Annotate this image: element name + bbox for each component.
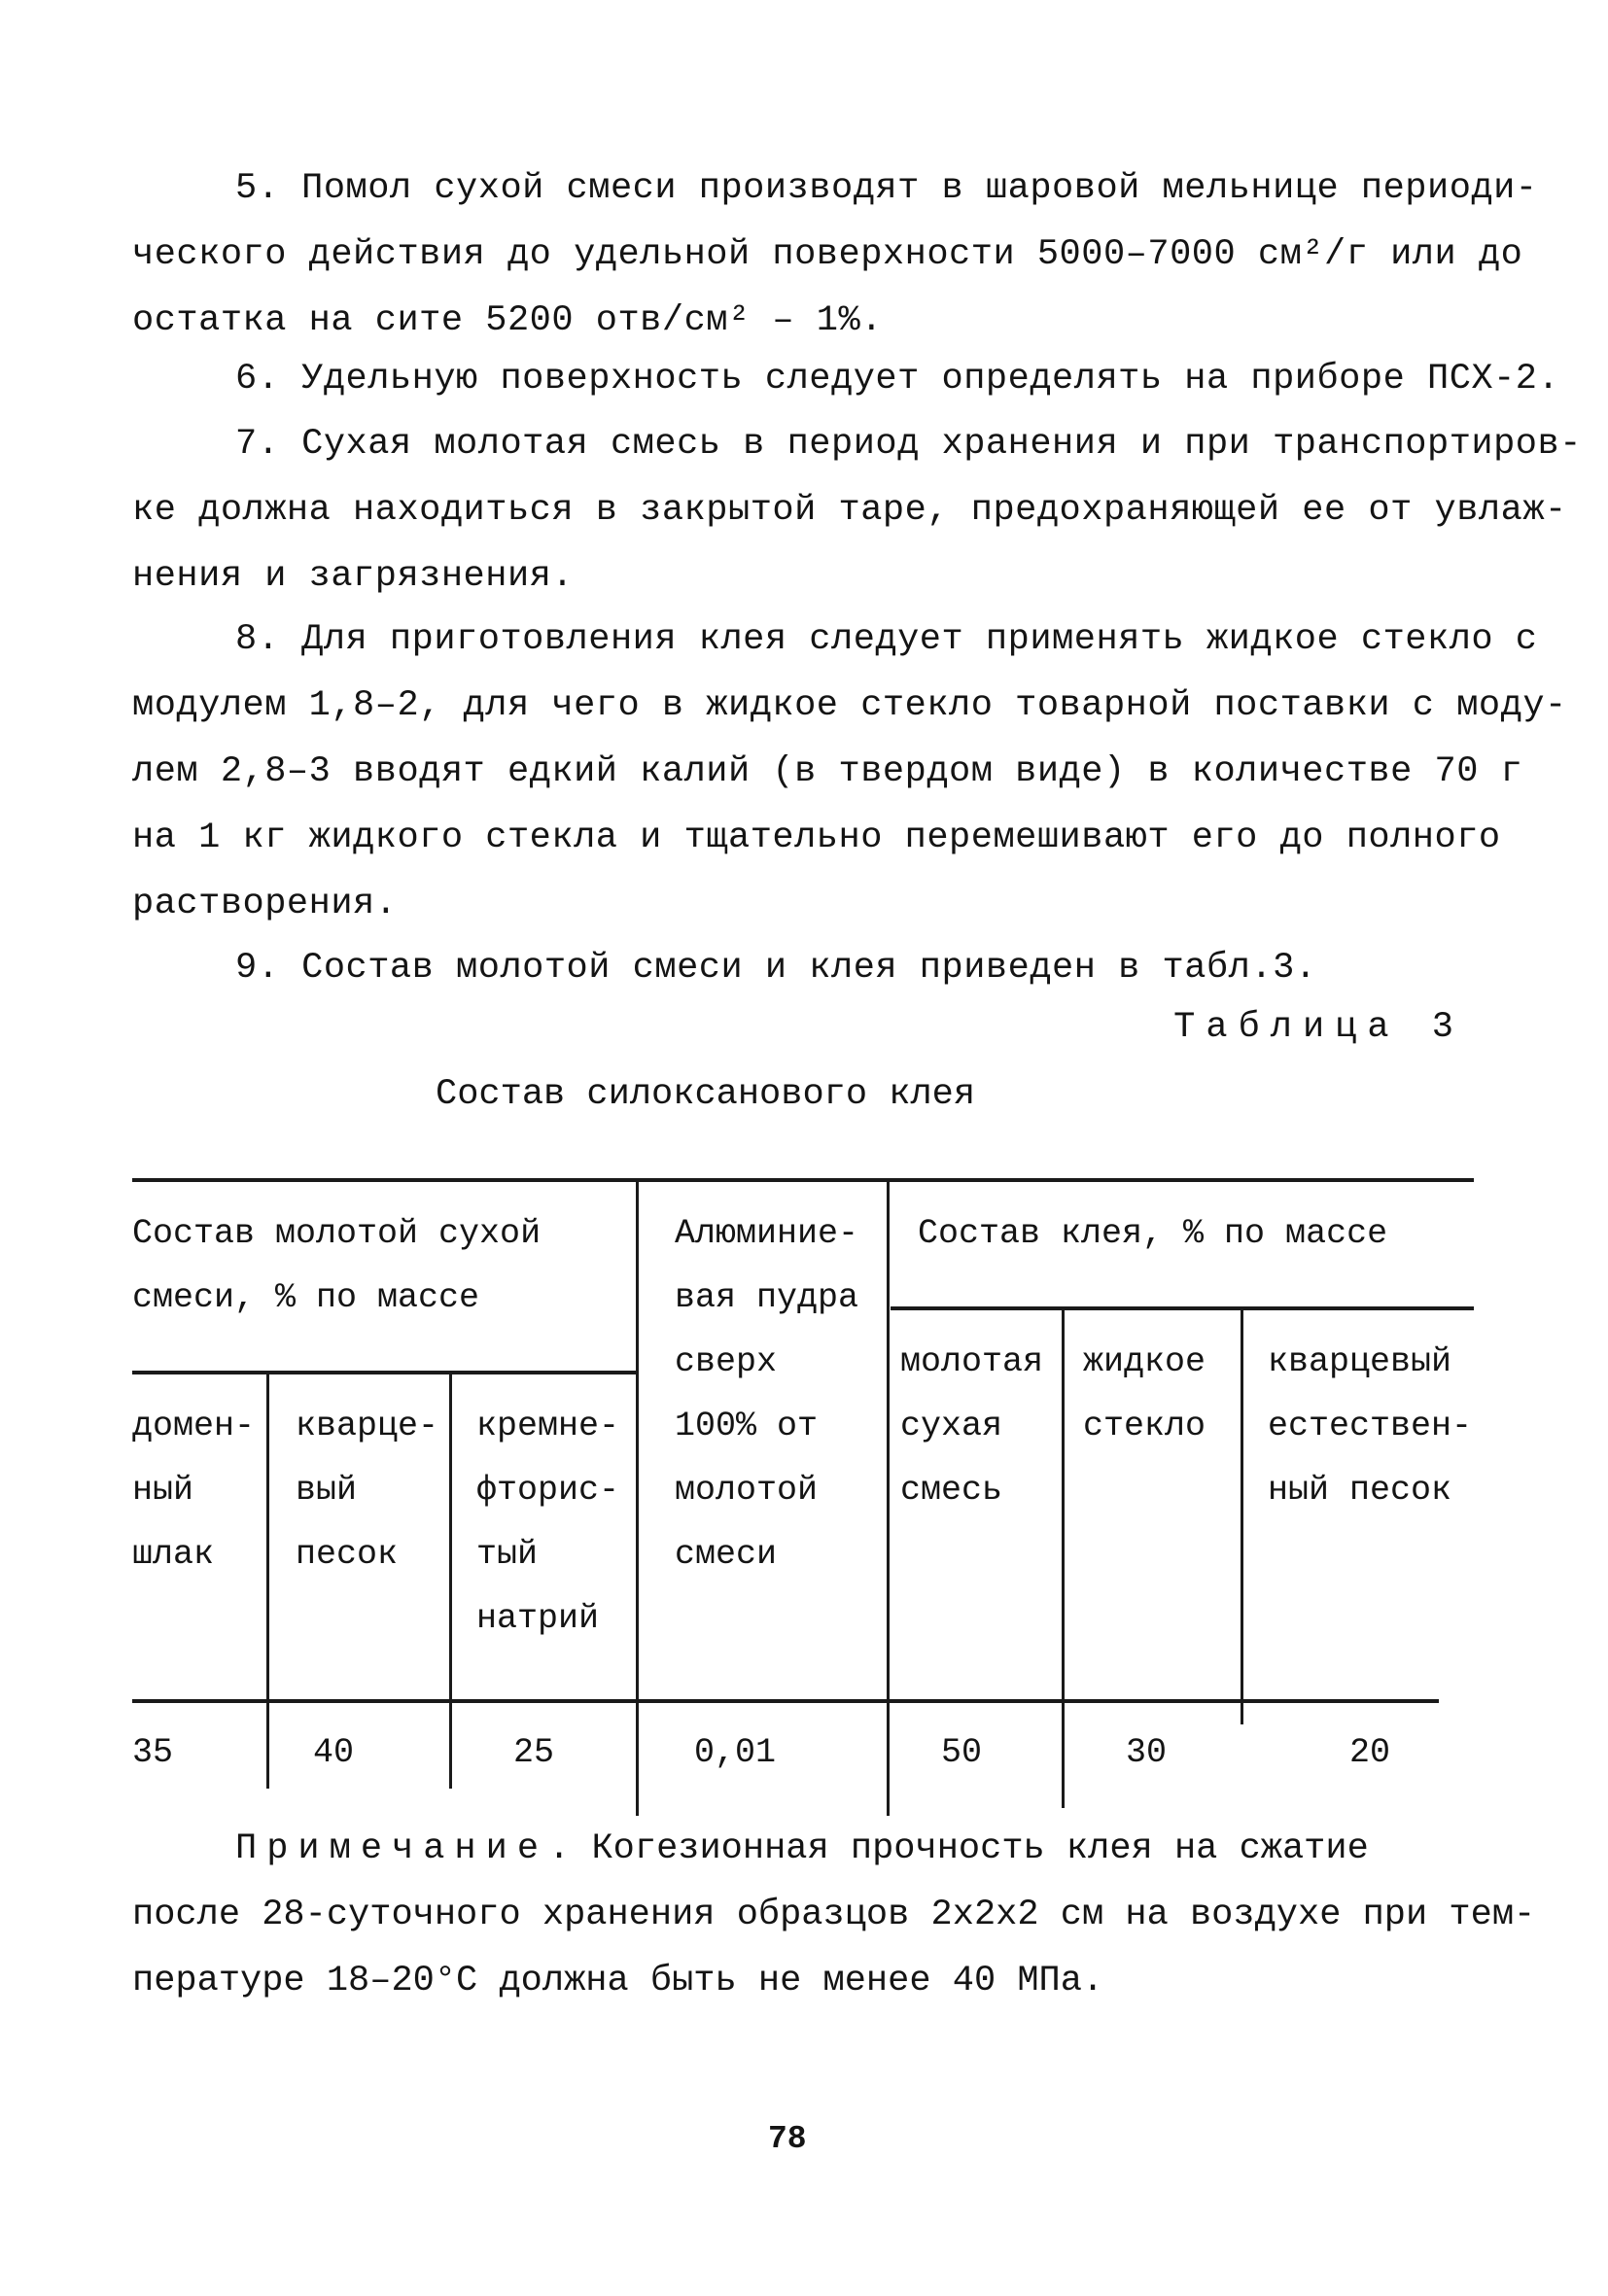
paragraph-7-line-1: 7. Сухая молотая смесь в период хранения и при транспортиров- [235,424,1582,465]
paragraph-7-line-3: нения и загрязнения. [132,556,575,597]
header-ground-dry-mix: молотая сухая смесь [900,1342,1044,1510]
divider-aluminum-left [636,1178,639,1816]
value-slag: 35 [132,1733,174,1772]
divider-aluminum-right [887,1178,890,1816]
note [132,1816,1536,2014]
paragraph-6 [132,346,1560,412]
header-liquid-glass: жидкое стекло [1083,1342,1206,1445]
header-quartz-sand: кварце- вый песок [296,1407,439,1574]
composition-table [132,1178,1474,1829]
paragraph-8-line-1: 8. Для приготовления клея следует применять жидкое стекло с [235,619,1538,660]
note-line-2: после 28-суточного хранения образцов 2х2х2 см на воздухе при тем- [132,1895,1536,1935]
divider-mix-glass [1062,1306,1065,1808]
paragraph-5 [132,156,1538,354]
note-line-1 [132,1816,1474,1882]
note-label: Примечание [235,1828,549,1869]
value-quartz-sand: 40 [313,1733,355,1772]
value-aluminum-powder: 0,01 [694,1733,777,1772]
paragraph-5-line-3: остатка на сите 5200 отв/см² – 1%. [132,300,883,341]
paragraph-8-line-5: растворения. [132,884,398,924]
value-natural-quartz-sand: 20 [1349,1733,1391,1772]
header-sodium-fluorosilicate: кремне- фторис- тый натрий [476,1407,620,1638]
value-ground-dry-mix: 50 [941,1733,983,1772]
header-aluminum-powder: Алюминие- вая пудра сверх 100% от молотой смеси [675,1214,859,1574]
note-line-3: пературе 18–20°С должна быть не менее 40 МПа. [132,1961,1104,2001]
header-glue-group: Состав клея, % по массе [918,1214,1388,1253]
note-text-1: . Когезионная прочность клея на сжатие [548,1828,1369,1869]
table-caption: Таблица 3 [1173,1007,1464,1048]
paragraph-5-line-2: ческого действия до удельной поверхности 5000–7000 см²/г или до [132,234,1523,275]
page-number: 78 [768,2121,807,2157]
divider-quartz-sodium [449,1371,452,1789]
paragraph-8 [132,607,1567,937]
table-top-rule [132,1178,1474,1182]
paragraph-8-line-2: модулем 1,8–2, для чего в жидкое стекло товарной поставки с моду- [132,685,1567,726]
header-natural-quartz-sand: кварцевый естествен- ный песок [1268,1342,1473,1510]
dry-mix-group-rule [132,1371,638,1374]
header-dry-mix-group: Состав молотой сухой смеси, % по массе [132,1214,542,1317]
paragraph-8-line-3: лем 2,8–3 вводят едкий калий (в твердом виде) в количестве 70 г [132,751,1523,792]
paragraph-8-line-4: на 1 кг жидкого стекла и тщательно перемешивают его до полного [132,818,1501,858]
paragraph-9 [132,935,1474,1001]
paragraph-7-line-2: ке должна находиться в закрытой таре, предохраняющей ее от увлаж- [132,490,1567,531]
value-sodium-fluorosilicate: 25 [513,1733,555,1772]
divider-glass-sand [1241,1306,1243,1724]
paragraph-9-line-1: 9. Состав молотой смеси и клея приведен в табл.3. [235,948,1317,989]
divider-slag-quartz [266,1371,269,1789]
paragraph-6-line-1: 6. Удельную поверхность следует определять на приборе ПСХ-2. [235,359,1560,400]
glue-group-rule [891,1306,1474,1310]
header-blast-furnace-slag: домен- ный шлак [132,1407,256,1574]
paragraph-5-line-1: 5. Помол сухой смеси производят в шаровой мельнице периоди- [235,168,1538,209]
value-liquid-glass: 30 [1126,1733,1168,1772]
table-title: Состав силоксанового клея [436,1074,976,1115]
paragraph-7 [132,411,1582,609]
